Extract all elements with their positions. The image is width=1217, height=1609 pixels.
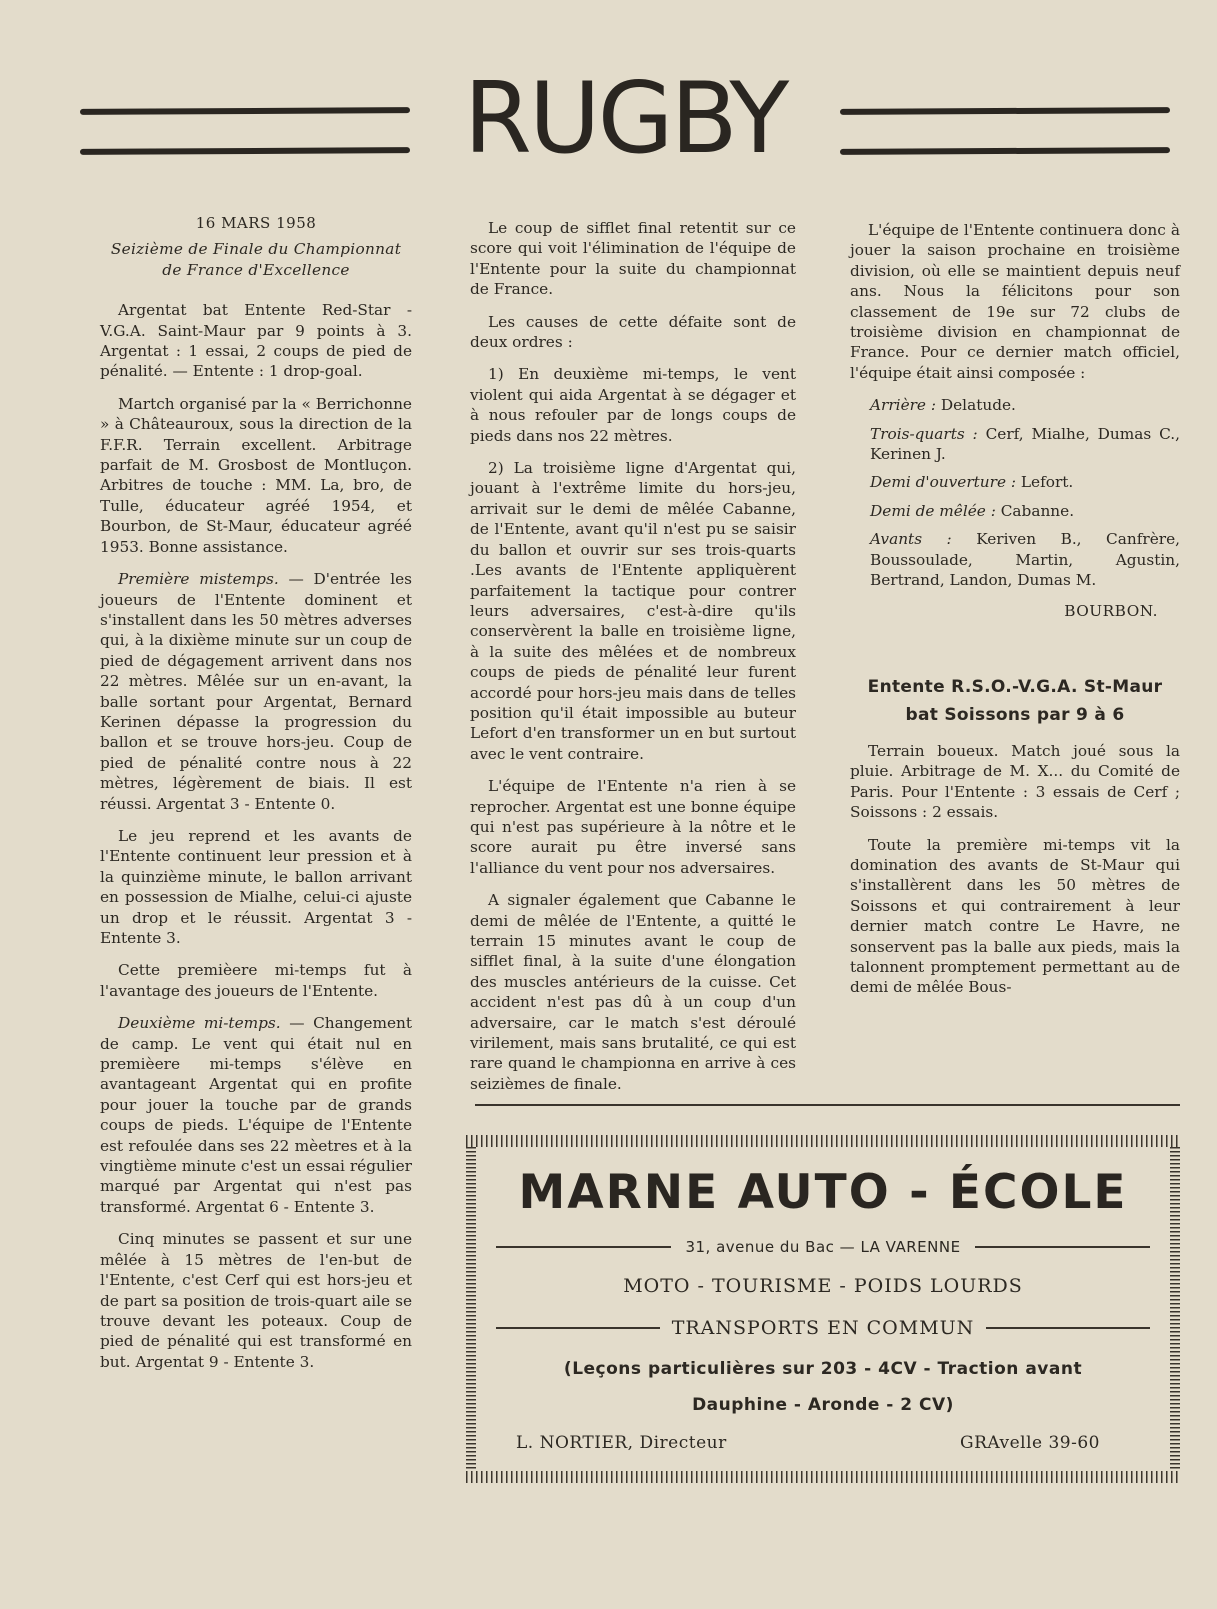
ad-director: L. NORTIER, Directeur — [516, 1433, 727, 1453]
ad-models: Dauphine - Aronde - 2 CV) — [692, 1395, 954, 1415]
paragraph: Cette premièere mi-temps fut à l'avantage des joueurs de l'Entente. — [100, 961, 412, 1000]
lineup-row — [850, 472, 1180, 492]
article-date: 16 MARS 1958 — [195, 214, 317, 232]
lineup-row — [850, 424, 1180, 465]
ad-services: MOTO - TOURISME - POIDS LOURDS — [623, 1275, 1023, 1297]
paragraph: A signaler également que Cabanne le demi de mêlée de l'Entente, a quitté le terrain 15 minutes avant le coup de sifflet final, à la suite d'une élongation des muscles antérieurs de la cuisse. Cet accident n'est pas dû à un coup d'un adversaire, car le match s'est déroulé virilement, mais sans brutalité, ce qui est rare quand le championna en arrive à ces seizièmes de finale. — [470, 891, 796, 1093]
ad-border-top — [466, 1135, 1180, 1147]
ad-address-row — [496, 1238, 1150, 1256]
paragraph — [100, 1013, 412, 1217]
lineup-role: Demi de mêlée : — [870, 501, 996, 520]
paragraph: Martch organisé par la « Berrichonne » à Châteauroux, sous la direction de la F.F.R. Terrain excellent. Arbitrage parfait de M. Grosbost de Montluçon. Arbitres de touche : MM. La, bro, de Tulle, éducateur agréé 1954, et Bourbon, de St-Maur, éducateur agréé 1953. Bonne assistance. — [100, 394, 412, 556]
column-3 — [850, 220, 1180, 1010]
lineup-names: Cabanne. — [995, 501, 1075, 520]
paragraph: 2) La troisième ligne d'Argentat qui, jouant à l'extrême limite du hors-jeu, arrivait sur le demi de mêlée Cabanne, de l'Entente, avant qu'il n'est pu se saisir du ballon et ouvrir sur ses trois-quarts .Les avants de l'Entente appliquèrent parfaitement la tactique pour contrer leurs adversaires, c'est-à-dire qu'ils conservèrent la balle en troisième ligne, à la suite des mêlées et de nombreux coups de pieds de pénalité leur furent accordé pour hors-jeu mais dans de telles position qu'il était impossible au buteur Lefort d'en transformer un en but surtout avec le vent contraire. — [470, 459, 796, 763]
article-2-headline — [850, 673, 1180, 729]
ad-services-row — [496, 1275, 1150, 1297]
lineup-row — [850, 529, 1180, 590]
ad-address: 31, avenue du Bac — LA VARENNE — [685, 1238, 961, 1256]
lineup-role: Arrière : — [870, 396, 936, 415]
headline-line-1: Entente R.S.O.-V.G.A. St-Maur — [867, 676, 1163, 697]
page-title: RUGBY — [463, 62, 787, 176]
article-signature: BOURBON. — [1064, 601, 1158, 620]
ad-models-row — [496, 1395, 1150, 1415]
ad-rule — [986, 1327, 1150, 1329]
lineup-names: Delatude. — [936, 396, 1016, 415]
masthead — [80, 62, 1170, 178]
ad-services2-row — [496, 1317, 1150, 1339]
lineup-role: Demi d'ouverture : — [870, 473, 1017, 492]
ad-services-2: TRANSPORTS EN COMMUN — [671, 1317, 975, 1339]
ad-lessons-row — [496, 1359, 1150, 1379]
paragraph-text: — D'entrée les joueurs de l'Entente dominent et s'installent dans les 50 mètres adverses qui, à la dixième minute sur un coup de pied de dégagement arrivent dans nos 22 mètres. Mêlée sur un en-avant, la balle sortant pour Argentat, Bernard Kerinen dépasse la progression du ballon et se trouve hors-jeu. Coup de pied de pénalité contre nous à 22 mètres, légèrement de biais. Il est réussi. Argentat 3 - Entente 0. — [100, 570, 412, 813]
paragraph: 1) En deuxième mi-temps, le vent violent qui aida Argentat à se dégager et à nous refouler par de longs coups de pieds dans nos 22 mètres. — [470, 365, 796, 445]
subtitle-line-2: de France d'Excellence — [162, 260, 350, 279]
ad-lessons: (Leçons particulières sur 203 - 4CV - Traction avant — [563, 1359, 1083, 1379]
lineup-names: Cerf, Mialhe, Dumas C., Kerinen J. — [870, 424, 1180, 464]
paragraph: Le coup de sifflet final retentit sur ce score qui voit l'élimination de l'équipe de l'Entente pour la suite du championnat de France. — [470, 219, 796, 299]
subtitle-line-1: Seizième de Finale du Championnat — [110, 240, 402, 259]
paragraph: Toute la première mi-temps vit la domination des avants de St-Maur qui s'installèrent dans les 50 mètres de Soissons et qui contrairement à leur dernier match contre Le Havre, ne sonservent pas la balle aux pieds, mais la talonnent promptement permettant au de demi de mêlée Bous- — [850, 835, 1180, 997]
ad-phone: GRAvelle 39-60 — [960, 1433, 1100, 1453]
lineup-names: Keriven B., Canfrère, Boussoulade, Martin, Agustin, Bertrand, Landon, Dumas M. — [870, 530, 1180, 590]
paragraph: L'équipe de l'Entente continuera donc à jouer la saison prochaine en troisième division, où elle se maintient depuis neuf ans. Nous la félicitons pour son classement de 19e sur 72 clubs de troisième division en championnat de France. Pour ce dernier match officiel, l'équipe était ainsi composée : — [850, 221, 1180, 382]
column-2 — [470, 218, 796, 1106]
masthead-rule-right — [840, 108, 1170, 188]
lineup-row — [850, 501, 1180, 521]
paragraph: Cinq minutes se passent et sur une mêlée à 15 mètres de l'en-but de l'Entente, c'est Cerf qui est hors-jeu et de part sa position de trois-quart aile se trouve devant les poteaux. Coup de pied de pénalité qui est transformé en but. Argentat 9 - Entente 3. — [100, 1230, 412, 1371]
paragraph: Le jeu reprend et les avants de l'Entente continuent leur pression et à la quinzième minute, le ballon arrivant en possession de Mialhe, celui-ci ajuste un drop et le réussit. Argentat 3 - Entente 3. — [100, 826, 412, 947]
paragraph: L'équipe de l'Entente n'a rien à se reprocher. Argentat est une bonne équipe qui n'est pas supérieure à la nôtre et le score aurait pu être inversé sans l'alliance du vent pour nos adversaires. — [470, 777, 796, 877]
paragraph — [100, 569, 412, 814]
ad-footer — [516, 1433, 1100, 1453]
masthead-rule-left — [80, 108, 410, 188]
divider-rule — [475, 1104, 1180, 1106]
advertisement — [466, 1135, 1180, 1483]
section-label: Première mistemps. — [118, 570, 279, 589]
ad-rule — [496, 1327, 660, 1329]
paragraph: Terrain boueux. Match joué sous la pluie. Arbitrage de M. X... du Comité de Paris. Pour l'Entente : 3 essais de Cerf ; Soissons : 2 essais. — [850, 741, 1180, 822]
lineup-role: Avants : — [870, 530, 952, 549]
team-lineup — [850, 395, 1180, 590]
article-subtitle — [100, 239, 412, 280]
section-label: Deuxième mi-temps. — [118, 1014, 281, 1033]
paragraph: Argentat bat Entente Red-Star - V.G.A. Saint-Maur par 9 points à 3. Argentat : 1 essai, 2 coups de pied de pénalité. — Entente : 1 drop-goal. — [100, 301, 412, 381]
lineup-row — [850, 395, 1180, 415]
ad-rule — [496, 1246, 671, 1248]
paragraph: Les causes de cette défaite sont de deux ordres : — [470, 312, 796, 352]
headline-line-2: bat Soissons par 9 à 6 — [905, 704, 1125, 725]
column-1 — [100, 213, 412, 1384]
ad-rule — [975, 1246, 1150, 1248]
paragraph-text: — Changement de camp. Le vent qui était nul en premièere mi-temps s'élève en avantageant Argentat qui en profite pour jouer la touche par de grands coups de pieds. L'équipe de l'Entente est refoulée dans ses 22 mèetres et à la vingtième minute c'est un essai régulier marqué par Argentat qui n'est pas transformé. Argentat 6 - Entente 3. — [100, 1014, 412, 1216]
ad-title: MARNE AUTO - ÉCOLE — [518, 1165, 1128, 1220]
ad-border-bottom — [466, 1471, 1180, 1483]
lineup-names: Lefort. — [1016, 473, 1074, 492]
lineup-role: Trois-quarts : — [870, 424, 978, 443]
